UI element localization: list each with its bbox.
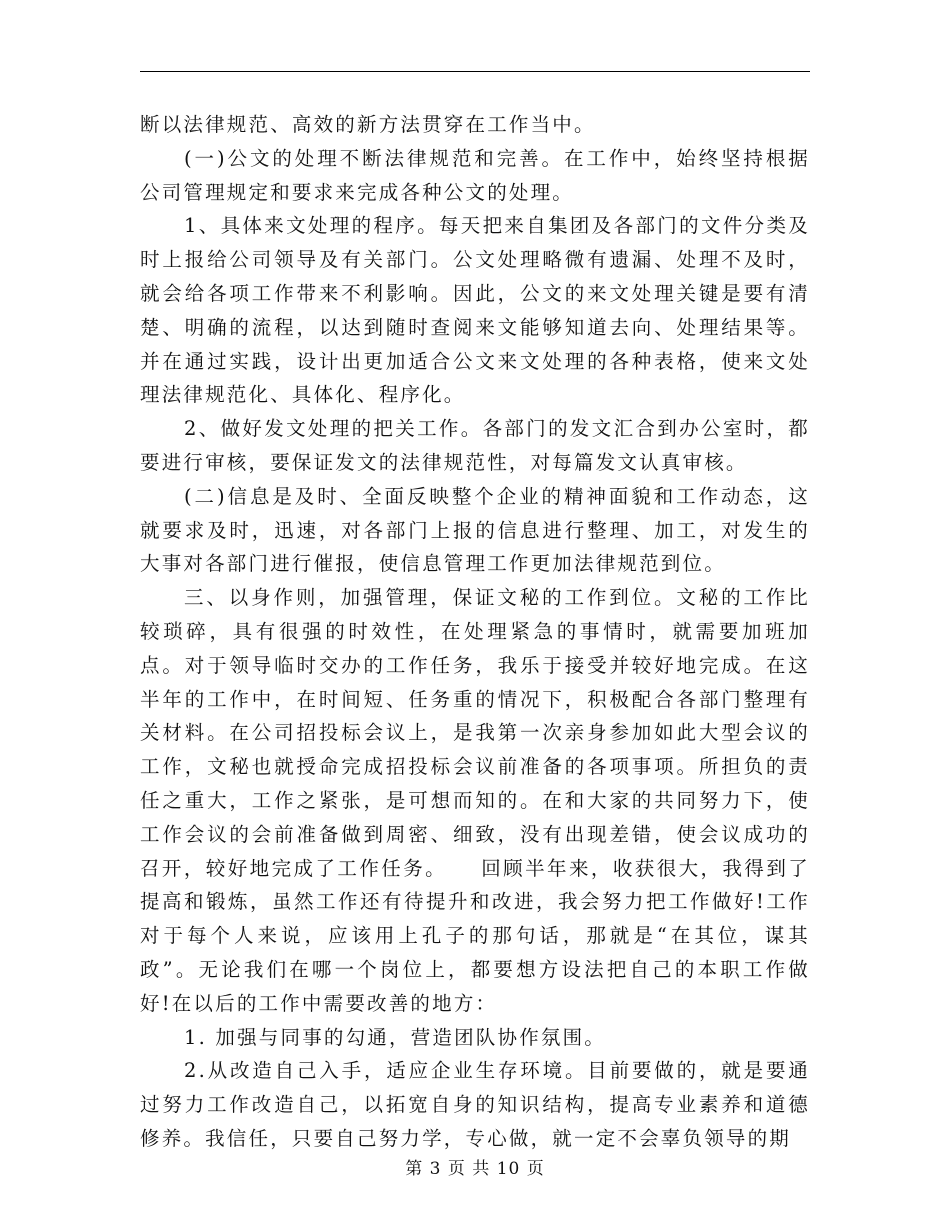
paragraph-lead-by-example: 三、以身作则，加强管理，保证文秘的工作到位。文秘的工作比较琐碎，具有很强的时效性，在处理紧急的事情时，就需要加班加点。对于领导临时交办的工作任务，我乐于接受并较好地完成。在这半年的工作中，在时间短、任务重的情况下，积极配合各部门整理有关材料。在公司招投标会议上，是我第一次亲身参加如此大型会议的工作，文秘也就授命完成招投标会议前准备的各项事项。所担负的责任之重大，工作之紧张，是可想而知的。在和大家的共同努力下，使工作会议的会前准备做到周密、细致，没有出现差错，使会议成功的召开，较好地完成了工作任务。 回顾半年来，收获很大，我得到了提高和锻炼，虽然工作还有待提升和改进，我会努力把工作做好!工作对于每个人来说，应该用上孔子的那句话，那就是“在其位，谋其政”。无论我们在哪一个岗位上，都要想方设法把自己的本职工作做好!在以后的工作中需要改善的地方： <box>140 586 810 1015</box>
paragraph-information: (二)信息是及时、全面反映整个企业的精神面貌和工作动态，这就要求及时，迅速，对各部门上报的信息进行整理、加工，对发生的大事对各部门进行催报，使信息管理工作更加法律规范到位。 <box>140 484 811 576</box>
paragraph-improvement-1: 1. 加强与同事的勾通，营造团队协作氛围。 <box>184 1025 607 1049</box>
paragraph-outgoing-documents: 2、做好发文处理的把关工作。各部门的发文汇合到办公室时，都要进行审核，要保证发文的法律规范性，对每篇发文认真审核。 <box>140 417 810 474</box>
header-rule <box>140 71 810 72</box>
page-footer <box>0 1154 950 1179</box>
page-number: 第 3 页 共 10 页 <box>405 1159 545 1179</box>
paragraph-improvement-2: 2.从改造自己入手，适应企业生存环境。目前要做的，就是要通过努力工作改造自己，以拓宽自身的知识结构，提高专业素养和道德修养。我信任，只要自己努力学，专心做，就一定不会辜负领导的期 <box>140 1059 810 1150</box>
document-body <box>140 108 810 1156</box>
paragraph-incoming-documents: 1、具体来文处理的程序。每天把来自集团及各部门的文件分类及时上报给公司领导及有关部门。公文处理略微有遗漏、处理不及时，就会给各项工作带来不利影响。因此，公文的来文处理关键是要有清楚、明确的流程，以达到随时查阅来文能够知道去向、处理结果等。并在通过实践，设计出更加适合公文来文处理的各种表格，使来文处理法律规范化、具体化、程序化。 <box>140 214 810 407</box>
paragraph-continuation: 断以法律规范、高效的新方法贯穿在工作当中。 <box>140 113 596 136</box>
paragraph-document-handling: (一)公文的处理不断法律规范和完善。在工作中，始终坚持根据公司管理规定和要求来完成各种公文的处理。 <box>140 146 811 204</box>
